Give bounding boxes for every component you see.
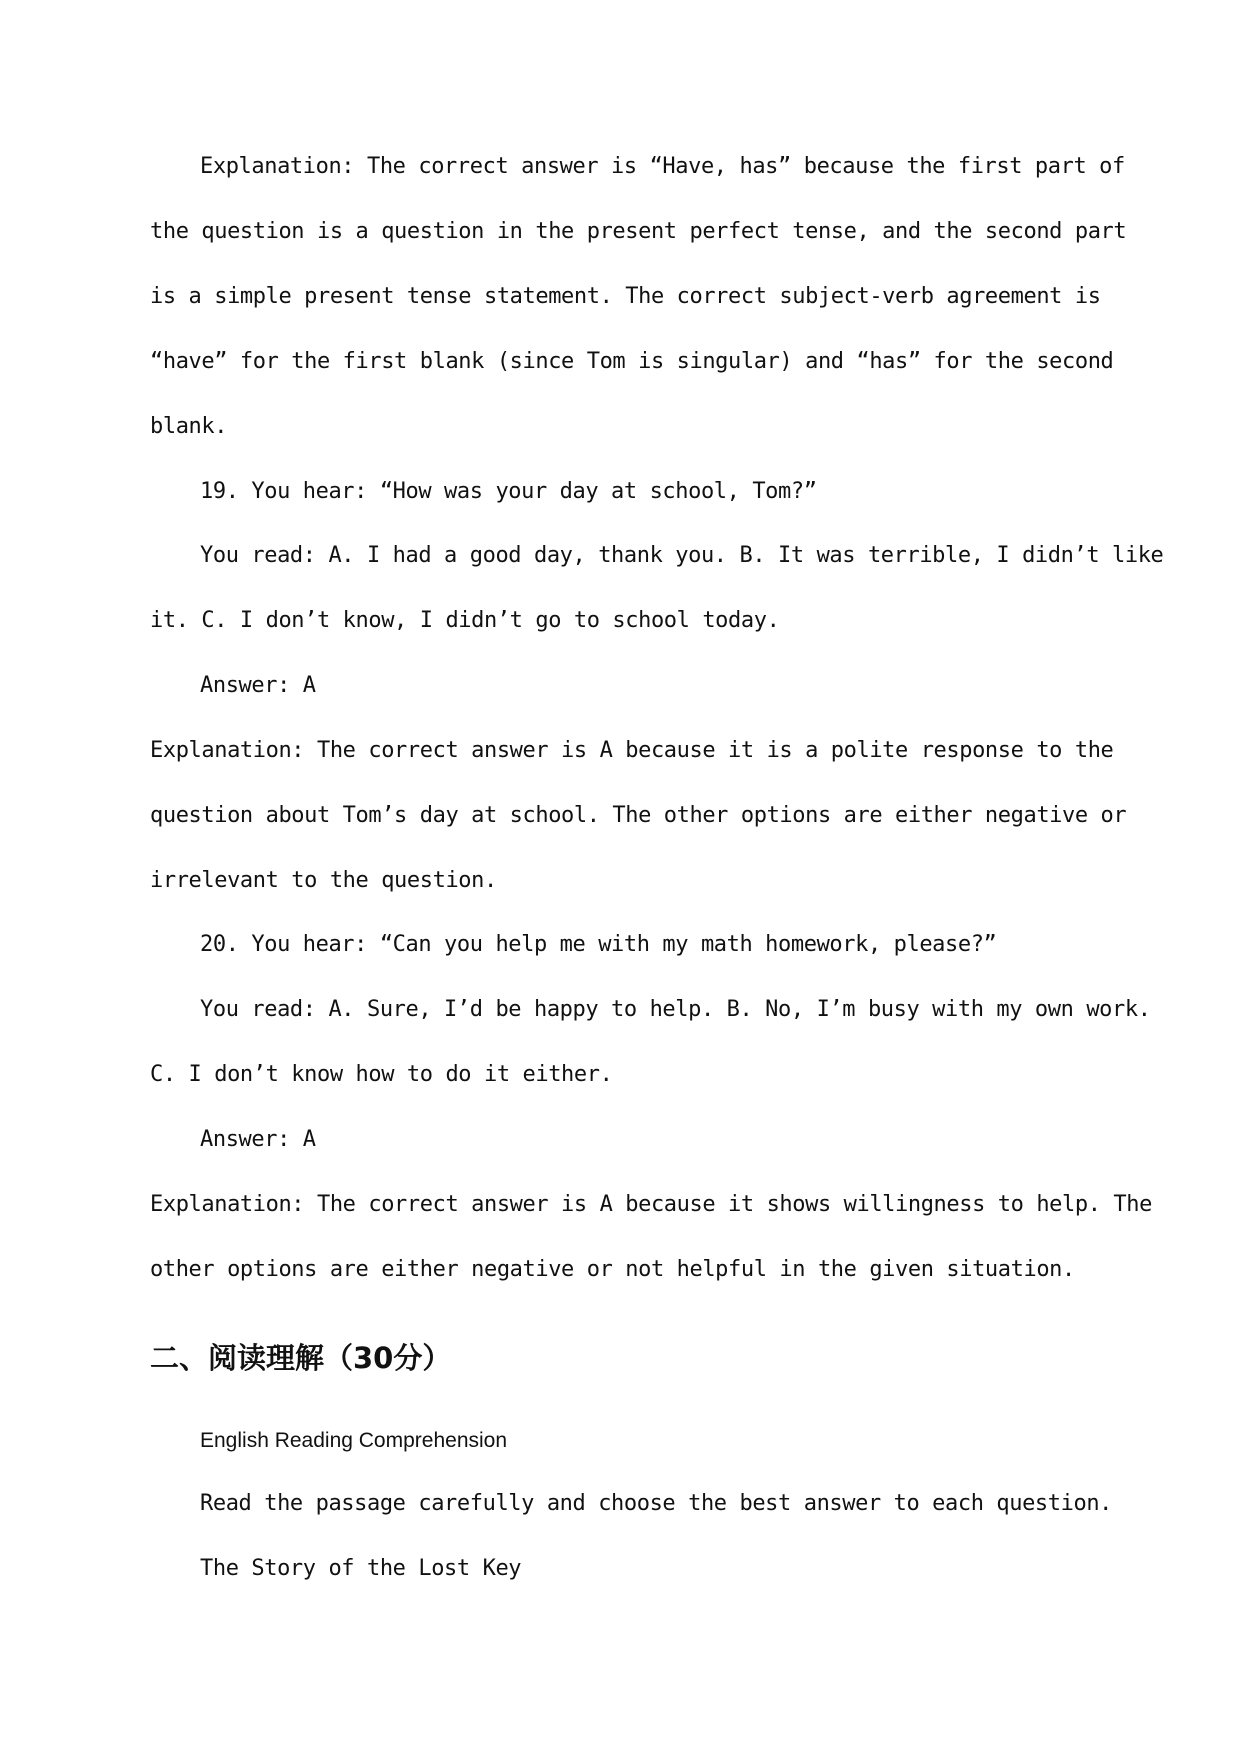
explanation-line: “have” for the first blank (since Tom is singular) and “has” for the second	[150, 349, 1114, 374]
question-20-prompt: 20. You hear: “Can you help me with my math homework, please?”	[200, 932, 997, 957]
question-19-explanation: irrelevant to the question.	[150, 868, 497, 893]
question-19-explanation: question about Tom’s day at school. The other options are either negative or	[150, 803, 1127, 828]
question-20-answer: Answer: A	[200, 1127, 316, 1152]
explanation-line: blank.	[150, 414, 228, 439]
question-20-options: C. I don’t know how to do it either.	[150, 1062, 613, 1087]
question-19-answer: Answer: A	[200, 673, 316, 698]
story-title: The Story of the Lost Key	[200, 1556, 522, 1581]
question-20-options: You read: A. Sure, I’d be happy to help. B. No, I’m busy with my own work.	[200, 997, 1151, 1022]
section-subheading: English Reading Comprehension	[200, 1429, 508, 1452]
section-heading: 二、阅读理解（30分）	[150, 1341, 452, 1375]
question-19-prompt: 19. You hear: “How was your day at school, Tom?”	[200, 479, 817, 504]
reading-instruction: Read the passage carefully and choose the best answer to each question.	[200, 1491, 1113, 1516]
question-20-explanation: Explanation: The correct answer is A because it shows willingness to help. The	[150, 1192, 1152, 1217]
question-19-explanation: Explanation: The correct answer is A because it is a polite response to the	[150, 738, 1114, 763]
explanation-line: the question is a question in the present perfect tense, and the second part	[150, 219, 1127, 244]
explanation-line: is a simple present tense statement. The correct subject-verb agreement is	[150, 284, 1101, 309]
question-19-options: You read: A. I had a good day, thank you. B. It was terrible, I didn’t like	[200, 543, 1164, 568]
explanation-line: Explanation: The correct answer is “Have, has” because the first part of	[200, 154, 1125, 179]
question-19-options: it. C. I don’t know, I didn’t go to school today.	[150, 608, 780, 633]
question-20-explanation: other options are either negative or not helpful in the given situation.	[150, 1257, 1075, 1282]
